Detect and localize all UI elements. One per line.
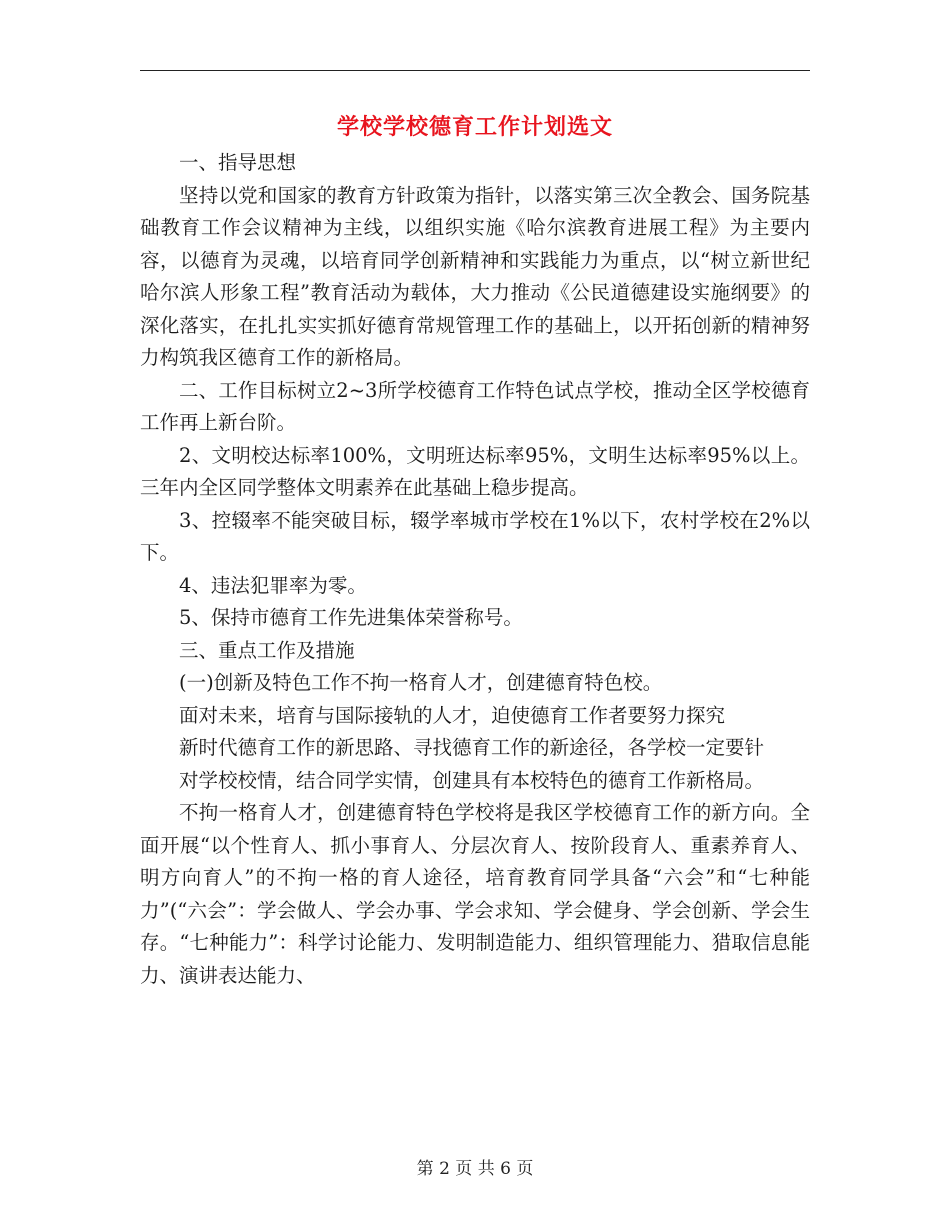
subsection-heading: (一)创新及特色工作不拘一格育人才，创建德育特色校。 [179,671,663,694]
body-paragraph: 新时代德育工作的新思路、寻找德育工作的新途径，各学校一定要针 [179,736,765,759]
section-heading: 三、重点工作及措施 [179,638,355,662]
body-paragraph: 不拘一格育人才，创建德育特色学校将是我区学校德育工作的新方向。全面开展“以个性育人、抓小事育人、分层次育人、按阶段育人、重素养育人、明方向育人”的不拘一格的育人途径，培育教育同学具备“六会”和“七种能力”(“六会”：学会做人、学会办事、学会求知、学会健身、学会创新、学会生存。“七种能力”：科学讨论能力、发明制造能力、组织管理能力、猎取信息能力、演讲表达能力、 [140,801,810,987]
body-paragraph: 5、保持市德育工作先进集体荣誉称号。 [179,606,523,629]
body-paragraph: 4、违法犯罪率为零。 [179,573,367,597]
header-rule [140,70,810,71]
body-paragraph: 二、工作目标树立2~3所学校德育工作特色试点学校，推动全区学校德育工作再上新台阶。 [140,378,810,434]
body-paragraph: 2、文明校达标率100%，文明班达标率95%，文明生达标率95%以上。三年内全区同学整体文明素养在此基础上稳步提高。 [140,443,810,499]
section-heading: 一、指导思想 [179,151,297,174]
body-paragraph: 3、控辍率不能突破目标，辍学率城市学校在1%以下，农村学校在2%以下。 [140,508,810,564]
page-footer: 第 2 页 共 6 页 [416,1159,534,1179]
body-paragraph: 对学校校情，结合同学实情，创建具有本校特色的德育工作新格局。 [179,768,765,792]
body-paragraph: 面对未来，培育与国际接轨的人才，迫使德育工作者要努力探究 [179,703,726,727]
document-body [140,147,810,992]
body-paragraph: 坚持以党和国家的教育方针政策为指针，以落实第三次全教会、国务院基础教育工作会议精神为主线，以组织实施《哈尔滨教育进展工程》为主要内容，以德育为灵魂，以培育同学创新精神和实践能力为重点，以“树立新世纪哈尔滨人形象工程”教育活动为载体，大力推动《公民道德建设实施纲要》的深化落实，在扎扎实实抓好德育常规管理工作的基础上，以开拓创新的精神努力构筑我区德育工作的新格局。 [140,183,810,369]
document-title: 学校学校德育工作计划选文 [336,114,613,140]
